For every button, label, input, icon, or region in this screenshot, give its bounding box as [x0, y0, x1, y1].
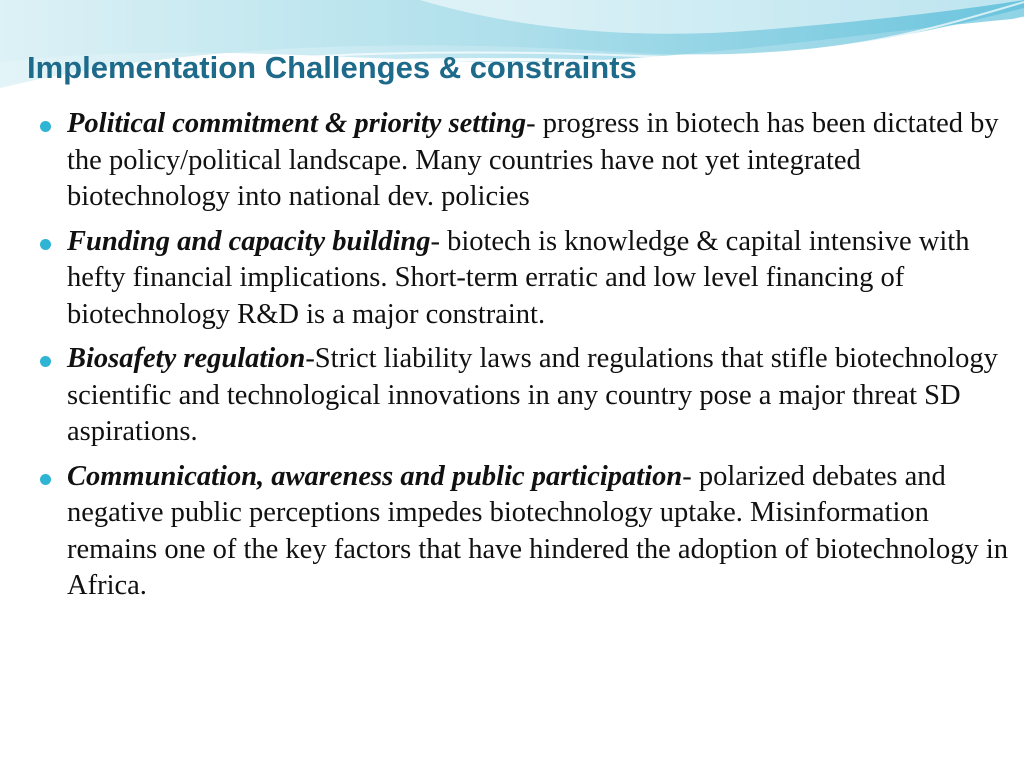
bullet-item [40, 106, 1010, 216]
slide-title: Implementation Challenges & constraints [27, 50, 637, 85]
bullet-item [40, 341, 1010, 451]
bullet-text [67, 341, 1010, 451]
bullet-text [67, 224, 1010, 334]
bullet-list [40, 106, 1010, 613]
bullet-heading: Communication, awareness and public participation [67, 460, 683, 492]
bullet-heading: Biosafety regulation [67, 343, 306, 374]
bullet-dot-icon [40, 356, 51, 367]
bullet-text [67, 459, 1010, 605]
bullet-heading: Political commitment & priority setting [67, 108, 527, 139]
bullet-text [67, 106, 1010, 216]
bullet-body: - progress in biotech has been dictated by the policy/political landscape. Many countries have not yet integrated biotechnology into national dev. policies [67, 108, 999, 212]
bullet-heading: Funding and capacity building [67, 225, 431, 257]
bullet-dot-icon [40, 474, 51, 485]
bullet-item [40, 224, 1010, 334]
bullet-dot-icon [40, 121, 51, 132]
bullet-item [40, 459, 1010, 605]
bullet-dot-icon [40, 239, 51, 250]
bullet-body: - biotech is knowledge & capital intensive with hefty financial implications. Short-term erratic and low level financing of biotechnology R&D is a major constraint. [67, 225, 970, 330]
bullet-body: - polarized debates and negative public perceptions impedes biotechnology uptake. Misinformation remains one of the key factors that have hindered the adoption of biotechnology in Africa. [67, 460, 1009, 601]
bullet-body: -Strict liability laws and regulations that stifle biotechnology scientific and technological innovations in any country pose a major threat SD aspirations. [67, 343, 998, 447]
